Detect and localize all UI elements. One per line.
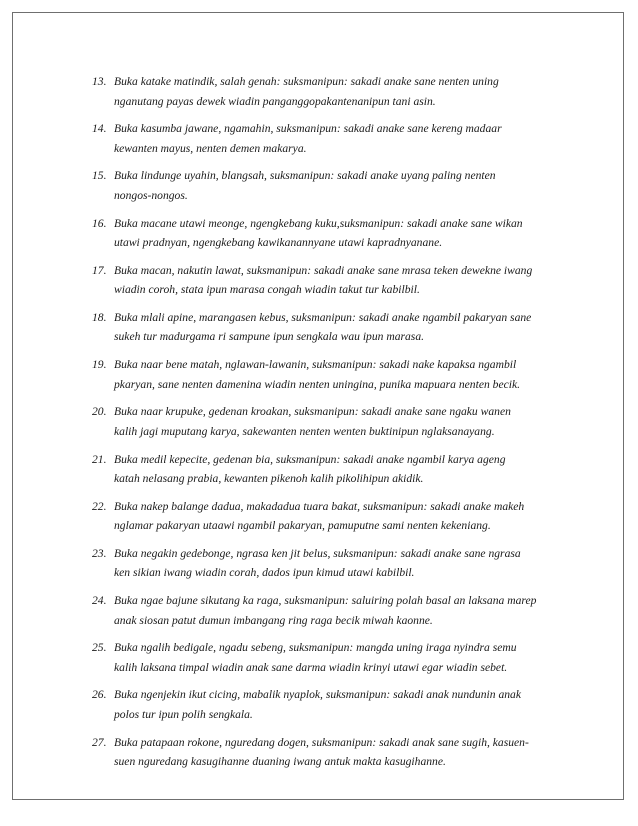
item-text (114, 591, 572, 630)
item-line: Buka macane utawi meonge, ngengkebang kuku,suksmanipun: sakadi anake sane wikan (114, 216, 523, 230)
item-line: polos tur ipun polih sengkala. (114, 707, 253, 721)
item-number: 14. (92, 122, 107, 136)
item-text (114, 261, 572, 300)
item-line: Buka nakep balange dadua, makadadua tuara bakat, suksmanipun: sakadi anake makeh (114, 499, 525, 513)
item-text (114, 355, 572, 394)
item-text (114, 685, 572, 724)
item-line: nongos-nongos. (114, 188, 188, 202)
item-text (114, 450, 572, 489)
list-item (92, 214, 572, 253)
item-line: anak siosan patut dumun imbangang ring raga becik miwah kaonne. (114, 613, 433, 627)
item-number: 18. (92, 310, 107, 324)
item-line: pkaryan, sane nenten damenina wiadin nenten uningina, punika mapuara nenten becik. (114, 377, 521, 391)
list-item (92, 355, 572, 394)
item-line: katah nelasang prabia, kewanten pikenoh kalih pikolihipun akidik. (114, 472, 424, 485)
item-line: kalih laksana timpal wiadin anak sane darma wiadin krinyi utawi egar wiadin sebet. (114, 660, 508, 674)
item-line: Buka macan, nakutin lawat, suksmanipun: sakadi anake sane mrasa teken dewekne iwang (114, 263, 533, 277)
item-line: Buka ngae bajune sikutang ka raga, suksmanipun: saluiring polah basal an laksana marep (114, 594, 537, 608)
item-text (114, 308, 572, 347)
item-line: Buka katake matindik, salah genah: suksmanipun: sakadi anake sane nenten uning (114, 75, 499, 88)
item-line: ken sikian iwang wiadin corah, dados ipun kimud utawi kabilbil. (114, 566, 415, 580)
item-number: 19. (92, 358, 107, 372)
item-text (114, 733, 572, 772)
item-number: 16. (92, 216, 107, 230)
item-line: utawi pradnyan, ngengkebang kawikanannyane utawi kapradnyanane. (114, 236, 443, 250)
list-item (92, 402, 572, 441)
item-line: Buka naar krupuke, gedenan kroakan, suksmanipun: sakadi anake sane ngaku wanen (114, 405, 511, 419)
item-number: 27. (92, 735, 107, 749)
list-item (92, 544, 572, 583)
list-item (92, 72, 572, 111)
list-item (92, 119, 572, 158)
item-line: Buka kasumba jawane, ngamahin, suksmanipun: sakadi anake sane kereng madaar (114, 122, 502, 136)
item-text (114, 166, 572, 205)
item-text (114, 72, 572, 111)
list-item (92, 308, 572, 347)
item-line: nglamar pakaryan utaawi ngambil pakaryan, pamuputne sami nenten kekeniang. (114, 519, 491, 533)
item-number: 23. (92, 546, 107, 560)
item-line: Buka ngenjekin ikut cicing, mabalik nyaplok, suksmanipun: sakadi anak nundunin anak (114, 688, 521, 702)
item-line: Buka ngalih bedigale, ngadu sebeng, suksmanipun: mangda uning iraga nyindra semu (114, 641, 517, 655)
item-number: 20. (92, 405, 107, 419)
item-line: Buka lindunge uyahin, blangsah, suksmanipun: sakadi anake uyang paling nenten (114, 169, 496, 183)
item-line: Buka naar bene matah, nglawan-lawanin, suksmanipun: sakadi nake kapaksa ngambil (114, 358, 517, 372)
list-item (92, 733, 572, 772)
item-line: kewanten mayus, nenten demen makarya. (114, 141, 307, 155)
item-number: 21. (92, 452, 107, 466)
item-text (114, 119, 572, 158)
item-line: nganutang payas dewek wiadin panganggopakantenanipun tani asin. (114, 94, 436, 108)
item-line: sukeh tur madurgama ri sampune ipun sengkala wau ipun marasa. (114, 330, 425, 344)
item-line: wiadin coroh, stata ipun marasa congah wiadin takut tur kabilbil. (114, 283, 420, 297)
list-item (92, 591, 572, 630)
item-number: 17. (92, 263, 107, 277)
item-line: kalih jagi muputang karya, sakewanten nenten wenten buktinipun nglaksanayang. (114, 424, 495, 438)
list-item (92, 497, 572, 536)
item-number: 22. (92, 499, 107, 513)
item-line: Buka mlali apine, marangasen kebus, suksmanipun: sakadi anake ngambil pakaryan sane (114, 310, 532, 324)
list-item (92, 261, 572, 300)
item-number: 13. (92, 75, 107, 88)
item-number: 24. (92, 594, 107, 608)
item-number: 26. (92, 688, 107, 702)
list-item (92, 450, 572, 489)
proverb-list (92, 72, 572, 780)
item-line: Buka patapaan rokone, nguredang dogen, suksmanipun: sakadi anak sane sugih, kasuen- (114, 735, 529, 749)
item-text (114, 638, 572, 677)
item-line: Buka negakin gedebonge, ngrasa ken jit belus, suksmanipun: sakadi anake sane ngrasa (114, 546, 521, 560)
item-text (114, 497, 572, 536)
item-number: 25. (92, 641, 107, 655)
list-item (92, 638, 572, 677)
list-item (92, 166, 572, 205)
item-line: suen nguredang kasugihanne duaning iwang antuk makta kasugihanne. (114, 755, 446, 769)
item-text (114, 214, 572, 253)
list-item (92, 685, 572, 724)
item-text (114, 402, 572, 441)
item-number: 15. (92, 169, 107, 183)
item-text (114, 544, 572, 583)
item-line: Buka medil kepecite, gedenan bia, suksmanipun: sakadi anake ngambil karya ageng (114, 452, 506, 466)
